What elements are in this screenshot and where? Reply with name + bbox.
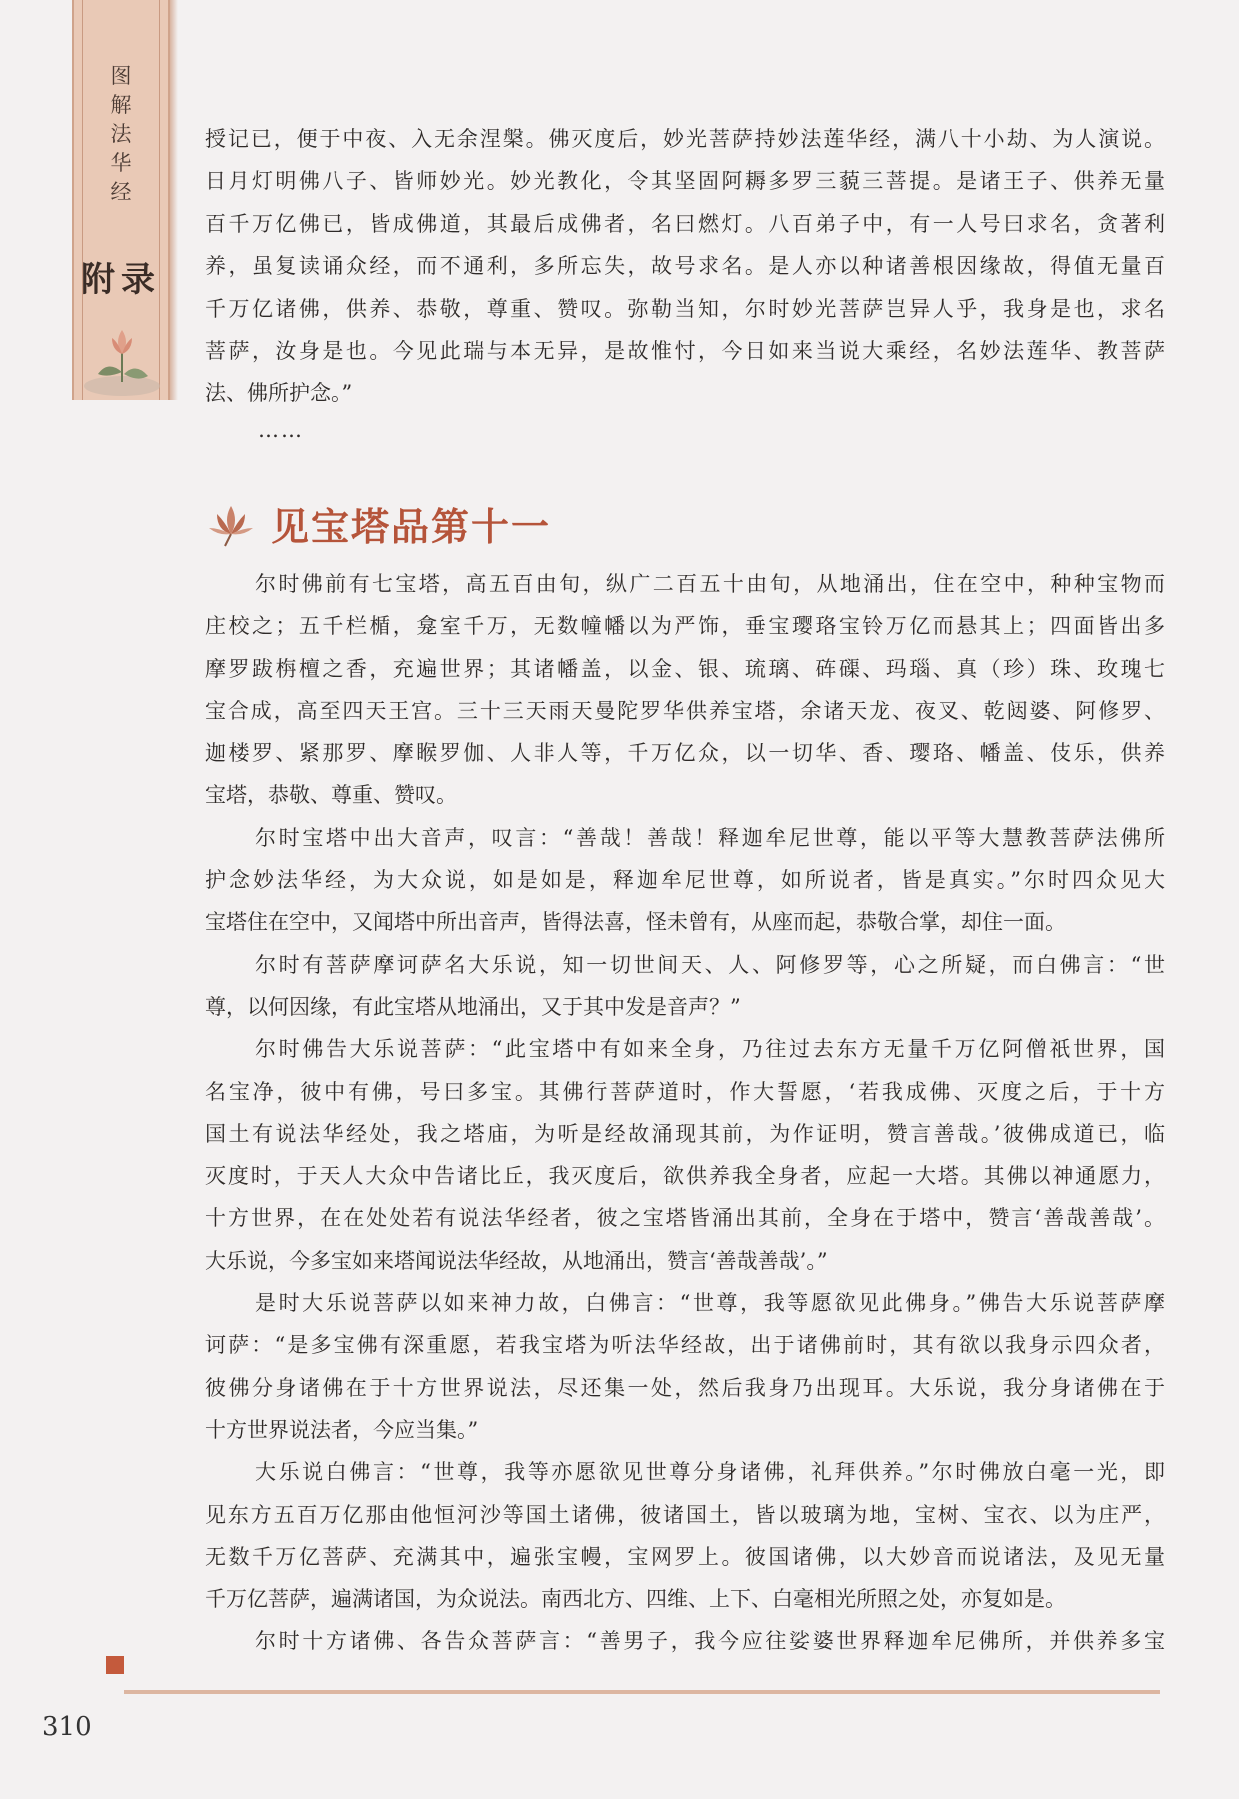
footer-rule: [124, 1690, 1160, 1694]
footer-square-mark: [106, 1656, 124, 1674]
tab-shadow: [170, 0, 178, 400]
book-title-char: 图: [110, 64, 132, 88]
lotus-flower-icon: [205, 500, 257, 548]
top-paragraph: [205, 118, 1165, 415]
book-title-char: 华: [110, 151, 132, 175]
text-line: 是时大乐说菩萨以如来神力故，白佛言：“世尊，我等愿欲见此佛身。”佛告大乐说菩萨摩: [255, 1291, 1165, 1316]
text-line: 千万亿菩萨，遍满诸国，为众说法。南西北方、四维、上下、白毫相光所照之处，亦复如是。: [205, 1587, 1066, 1612]
text-line: 宝塔住在空中，又闻塔中所出音声，皆得法喜，怪未曾有，从座而起，恭敬合掌，却住一面。: [205, 910, 1066, 935]
text-line: 日月灯明佛八子、皆师妙光。妙光教化，令其坚固阿耨多罗三藐三菩提。是诸王子、供养无量: [205, 169, 1165, 194]
side-tab: [72, 0, 170, 400]
text-line: 尊，以何因缘，有此宝塔从地涌出，又于其中发是音声？”: [205, 994, 741, 1019]
text-line: 尔时十方诸佛、各告众菩萨言：“善男子，我今应往娑婆世界释迦牟尼佛所，并供养多宝: [255, 1629, 1165, 1654]
text-line: 灭度时，于天人大众中告诸比丘，我灭度后，欲供养我全身者，应起一大塔。其佛以神通愿力，: [205, 1164, 1165, 1189]
ellipsis: ……: [258, 418, 304, 442]
text-line: 养，虽复读诵众经，而不通利，多所忘失，故号求名。是人亦以种诸善根因缘故，得值无量百: [205, 254, 1165, 279]
text-line: 庄校之；五千栏楯，龛室千万，无数幢幡以为严饰，垂宝璎珞宝铃万亿而悬其上；四面皆出多: [205, 614, 1165, 639]
text-line: 摩罗跋栴檀之香，充遍世界；其诸幡盖，以金、银、琉璃、砗磲、玛瑙、真（珍）珠、玫瑰七: [205, 656, 1165, 681]
text-line: 迦楼罗、紧那罗、摩睺罗伽、人非人等，千万亿众，以一切华、香、璎珞、幡盖、伎乐，供养: [205, 741, 1165, 766]
text-line: 菩萨，汝身是也。今见此瑞与本无异，是故惟忖，今日如来当说大乘经，名妙法莲华、教菩萨: [205, 338, 1165, 363]
book-title-char: 经: [110, 180, 132, 204]
text-line: 尔时佛前有七宝塔，高五百由旬，纵广二百五十由旬，从地涌出，住在空中，种种宝物而: [255, 572, 1165, 596]
text-line: 尔时有菩萨摩诃萨名大乐说，知一切世间天、人、阿修罗等，心之所疑，而白佛言：“世: [255, 952, 1165, 977]
text-line: 名宝净，彼中有佛，号曰多宝。其佛行菩萨道时，作大誓愿，‘若我成佛、灭度之后，于十方: [205, 1079, 1165, 1104]
text-line: 十方世界说法者，今应当集。”: [205, 1417, 479, 1442]
text-line: 宝合成，高至四天王宫。三十三天雨天曼陀罗华供养宝塔，余诸天龙、夜叉、乾闼婆、阿修罗、: [205, 698, 1165, 723]
section-label: 附录: [81, 260, 161, 300]
text-line: 大乐说，今多宝如来塔闻说法华经故，从地涌出，赞言‘善哉善哉’。”: [205, 1248, 828, 1273]
text-line: 无数千万亿菩萨、充满其中，遍张宝幔，宝网罗上。彼国诸佛，以大妙音而说诸法，及见无量: [205, 1544, 1165, 1569]
section-heading: [205, 496, 551, 551]
text-line: 尔时宝塔中出大音声，叹言：“善哉！善哉！释迦牟尼世尊，能以平等大慧教菩萨法佛所: [255, 825, 1165, 850]
text-line: 彼佛分身诸佛在于十方世界说法，尽还集一处，然后我身乃出现耳。大乐说，我分身诸佛在于: [205, 1375, 1165, 1400]
book-title-char: 解: [110, 93, 132, 117]
text-line: 百千万亿佛已，皆成佛道，其最后成佛者，名曰燃灯。八百弟子中，有一人号曰求名，贪著利: [205, 211, 1165, 236]
text-line: 千万亿诸佛，供养、恭敬，尊重、赞叹。弥勒当知，尔时妙光菩萨岂异人乎，我身是也，求名: [205, 296, 1165, 321]
text-line: 授记已，便于中夜、入无余涅槃。佛灭度后，妙光菩萨持妙法莲华经，满八十小劫、为人演说。: [205, 127, 1165, 151]
text-line: 宝塔，恭敬、尊重、赞叹。: [205, 783, 457, 808]
text-line: 法、佛所护念。”: [205, 381, 353, 406]
section-title: 见宝塔品第十一: [271, 504, 552, 549]
text-line: 尔时佛告大乐说菩萨：“此宝塔中有如来全身，乃往过去东方无量千万亿阿僧祇世界，国: [255, 1037, 1165, 1062]
text-line: 国土有说法华经处，我之塔庙，为听是经故涌现其前，为作证明，赞言善哉。’彼佛成道已，临: [205, 1121, 1165, 1146]
text-line: 护念妙法华经，为大众说，如是如是，释迦牟尼世尊，如所说者，皆是真实。”尔时四众见大: [205, 868, 1165, 893]
text-line: 见东方五百万亿那由他恒河沙等国土诸佛，彼诸国土，皆以玻璃为地，宝树、宝衣、以为庄严，: [205, 1502, 1165, 1527]
book-title-char: 法: [110, 122, 132, 146]
body-text: [205, 563, 1165, 1663]
text-line: 十方世界，在在处处若有说法华经者，彼之宝塔皆涌出其前，全身在于塔中，赞言‘善哉善哉’。: [205, 1206, 1165, 1231]
book-title-vertical: [74, 62, 168, 207]
text-line: 大乐说白佛言：“世尊，我等亦愿欲见世尊分身诸佛，礼拜供养。”尔时佛放白毫一光，即: [255, 1460, 1165, 1485]
page-number: 310: [42, 1712, 92, 1742]
text-line: 诃萨：“是多宝佛有深重愿，若我宝塔为听法华经故，出于诸佛前时，其有欲以我身示四众者，: [205, 1333, 1165, 1358]
lotus-icon: [78, 312, 166, 398]
